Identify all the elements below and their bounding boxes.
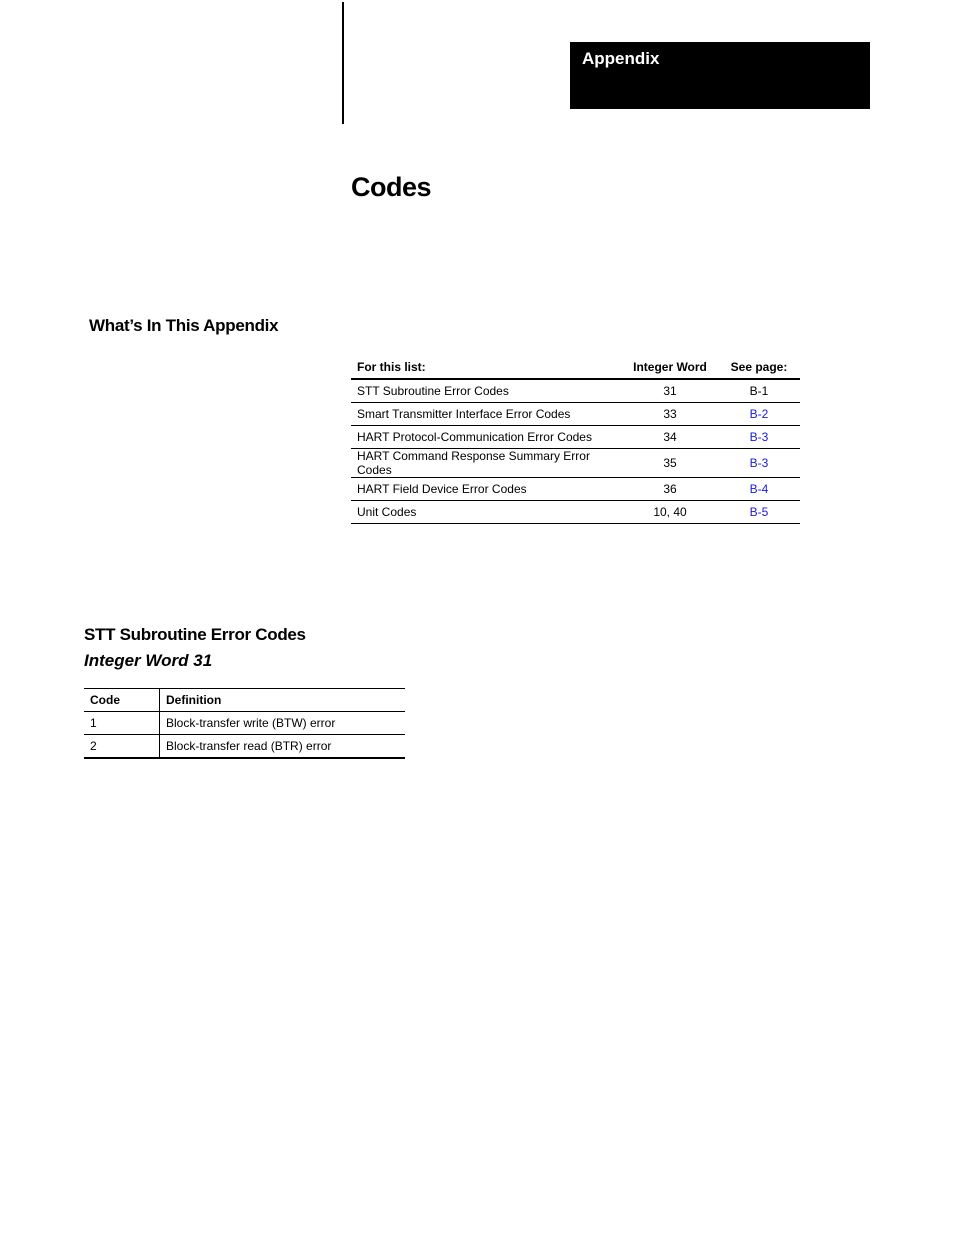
error-code: 1 [84, 712, 160, 735]
table-row [351, 403, 800, 426]
table-row [351, 379, 800, 403]
integer-word: 36 [622, 478, 718, 501]
page-link[interactable]: B-5 [718, 501, 800, 524]
integer-word: 10, 40 [622, 501, 718, 524]
column-header-see-page: See page: [718, 356, 800, 379]
integer-word: 31 [622, 379, 718, 403]
integer-word: 33 [622, 403, 718, 426]
table-header-row [84, 689, 405, 712]
page-link[interactable]: B-2 [718, 403, 800, 426]
stt-error-codes-table [84, 688, 405, 759]
appendix-tab-label: Appendix [582, 49, 660, 68]
list-name: HART Command Response Summary Error Codes [351, 449, 622, 478]
list-name: Smart Transmitter Interface Error Codes [351, 403, 622, 426]
section-heading-appendix-contents: What’s In This Appendix [89, 316, 279, 335]
integer-word: 34 [622, 426, 718, 449]
table-row [351, 478, 800, 501]
table-row [351, 501, 800, 524]
appendix-tab [570, 42, 870, 109]
section-subheading-integer-word: Integer Word 31 [84, 651, 213, 670]
list-name: HART Field Device Error Codes [351, 478, 622, 501]
column-header-code: Code [84, 689, 160, 712]
column-header-list: For this list: [351, 356, 622, 379]
page-link[interactable]: B-4 [718, 478, 800, 501]
page-link[interactable]: B-3 [718, 449, 800, 478]
list-name: STT Subroutine Error Codes [351, 379, 622, 403]
integer-word: 35 [622, 449, 718, 478]
error-definition: Block-transfer read (BTR) error [160, 735, 406, 759]
list-name: Unit Codes [351, 501, 622, 524]
table-row [84, 735, 405, 759]
appendix-contents-table [351, 356, 800, 524]
error-code: 2 [84, 735, 160, 759]
column-header-definition: Definition [160, 689, 406, 712]
error-definition: Block-transfer write (BTW) error [160, 712, 406, 735]
column-header-integer-word: Integer Word [622, 356, 718, 379]
margin-rule [342, 2, 344, 124]
page-link[interactable]: B-3 [718, 426, 800, 449]
section-heading-stt-codes: STT Subroutine Error Codes [84, 625, 306, 644]
table-row [84, 712, 405, 735]
page-ref: B-1 [718, 379, 800, 403]
page-title: Codes [351, 172, 432, 202]
list-name: HART Protocol-Communication Error Codes [351, 426, 622, 449]
table-header-row [351, 356, 800, 379]
table-row [351, 449, 800, 478]
table-row [351, 426, 800, 449]
